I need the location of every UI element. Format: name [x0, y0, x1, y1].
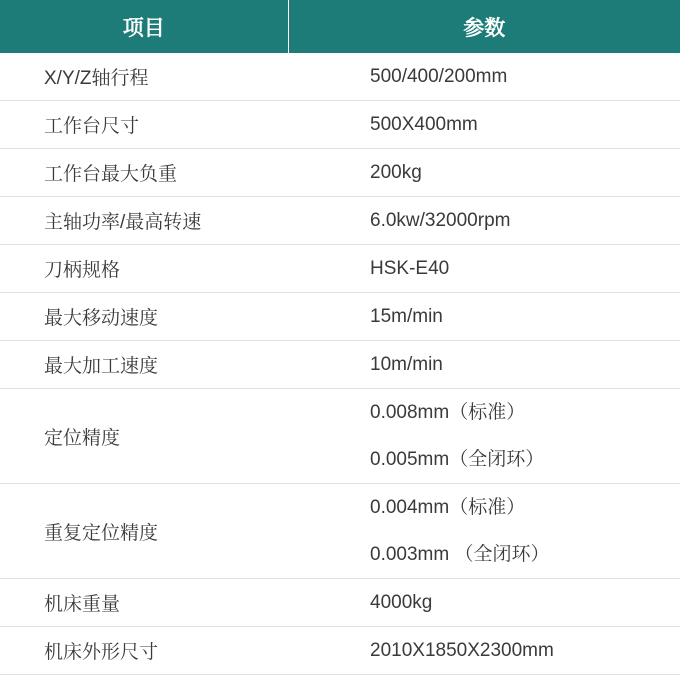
column-header-parameter: 参数 — [288, 0, 680, 53]
row-value — [288, 579, 680, 627]
row-value — [288, 101, 680, 149]
row-label: X/Y/Z轴行程 — [0, 53, 288, 101]
row-label: 机床重量 — [0, 579, 288, 627]
row-label: 最大加工速度 — [0, 341, 288, 389]
row-value-line: HSK-E40 — [370, 258, 450, 279]
row-label: 定位精度 — [0, 389, 288, 484]
row-label: 最大移动速度 — [0, 293, 288, 341]
row-value-line: 15m/min — [370, 306, 443, 327]
row-value — [288, 197, 680, 245]
row-value-line: 500/400/200mm — [370, 66, 508, 87]
table-row — [0, 245, 680, 293]
row-value — [288, 627, 680, 675]
table-row — [0, 389, 680, 484]
row-value — [288, 341, 680, 389]
row-label: 机床外形尺寸 — [0, 627, 288, 675]
table-row — [0, 53, 680, 101]
row-value-line: 2010X1850X2300mm — [370, 640, 554, 661]
table-header-row — [0, 0, 680, 53]
row-value — [288, 484, 680, 579]
row-label: 刀柄规格 — [0, 245, 288, 293]
row-value-line: 0.008mm（标准） — [370, 402, 526, 423]
row-value-line: 4000kg — [370, 592, 433, 613]
table-row — [0, 149, 680, 197]
row-value-line: 6.0kw/32000rpm — [370, 210, 511, 231]
table-row — [0, 627, 680, 675]
row-label: 重复定位精度 — [0, 484, 288, 579]
row-value — [288, 245, 680, 293]
table-row — [0, 484, 680, 579]
row-value-line: 500X400mm — [370, 114, 478, 135]
row-value — [288, 149, 680, 197]
row-value-line: 10m/min — [370, 354, 443, 375]
row-value-line: 0.003mm （全闭环） — [370, 544, 550, 565]
column-header-item: 项目 — [0, 0, 288, 53]
row-label: 主轴功率/最高转速 — [0, 197, 288, 245]
table-header — [0, 0, 680, 53]
table-row — [0, 579, 680, 627]
row-value — [288, 53, 680, 101]
row-value — [288, 389, 680, 484]
table-row — [0, 293, 680, 341]
row-value — [288, 293, 680, 341]
table-row — [0, 197, 680, 245]
table-row — [0, 341, 680, 389]
row-value-line: 200kg — [370, 162, 422, 183]
row-label: 工作台尺寸 — [0, 101, 288, 149]
table-body — [0, 53, 680, 675]
row-value-line: 0.005mm（全闭环） — [370, 449, 545, 470]
row-label: 工作台最大负重 — [0, 149, 288, 197]
row-value-line: 0.004mm（标准） — [370, 497, 526, 518]
table-row — [0, 101, 680, 149]
